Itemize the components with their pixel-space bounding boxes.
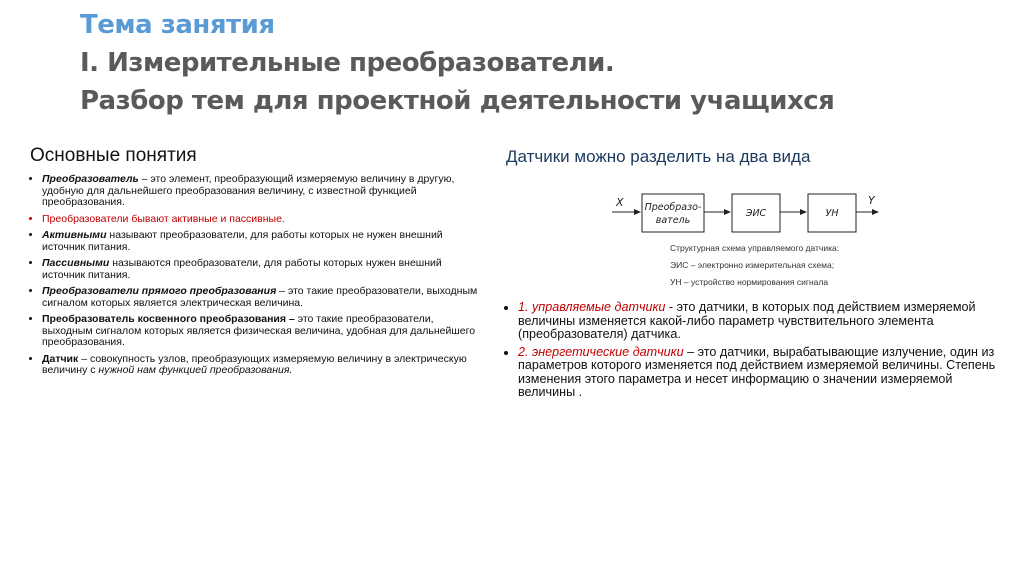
title-line-1: Тема занятия [80,10,275,40]
term: Датчик [42,352,79,365]
definition-tail: нужной нам функцией преобразования. [98,364,293,376]
sensor-types-list [506,301,1006,400]
term: Преобразователь косвенного преобразования – [42,313,295,325]
list-item [42,258,485,281]
slide-title [80,6,980,120]
term: Преобразователь [42,173,139,185]
block-converter-label-2: ватель [655,215,691,226]
list-item [42,230,485,253]
right-heading: Датчики можно разделить на два вида [506,147,811,166]
definition: Преобразователи бывают активные и пассивные. [42,212,285,225]
term: Преобразователи прямого преобразования [42,285,277,297]
list-item [42,286,485,309]
caption-line-1: Структурная схема управляемого датчика: [670,243,840,253]
diagram-caption [506,240,1006,291]
definition: это такие преобразователи, выходным сигналом которых является физическая величина, удобная для дальнейшего преобразования. [42,313,476,348]
list-item [42,214,485,226]
sensor-block-diagram [602,182,892,238]
list-item [42,174,485,209]
caption-line-2: ЭИС – электронно измерительная схема; [670,260,835,270]
input-label: X [616,196,624,209]
definition: – совокупность узлов, преобразующих измеряемую величину в электрическую величину с [42,352,467,376]
list-item [42,314,485,349]
caption-line-3: УН – устройство нормирования сигнала [670,277,829,287]
term: 2. энергетические датчики [518,344,684,359]
title-line-2: I. Измерительные преобразователи. [80,48,615,78]
definition: – это датчики, вырабатывающие излучение, один из параметров которого изменяется под действием измеряемой величины. Степень изменения этого параметра и несет информацию о значении измеряемой величины . [518,344,996,399]
term: 1. управляемые датчики [518,300,666,314]
definition: называют преобразователи, для работы которых не нужен внешний источник питания. [42,229,443,253]
definition: – это элемент, преобразующий измеряемую величину в другую, удобную для дальнейшего преобразования величину, с известной функцией преобразования. [42,173,455,208]
left-column [30,144,485,382]
right-column [506,146,1006,404]
block-un-label: УН [825,208,839,219]
list-item [518,301,1006,342]
term: Активными [42,229,107,241]
list-item [518,346,1006,400]
list-item [42,354,485,377]
definition: - это датчики, в которых под действием измеряемой величины изменяется какой-либо параметр чувствительного элемента (преобразователя) датчика. [518,300,976,341]
title-line-3: Разбор тем для проектной деятельности учащихся [80,86,835,116]
term: Пассивными [42,257,110,269]
output-label: Y [868,194,875,207]
definitions-list [30,174,485,377]
definition: – это такие преобразователи, выходным сигналом которых является электрическая величина. [42,285,478,309]
block-converter-label-1: Преобразо- [644,202,702,213]
block-eis-label: ЭИС [745,208,767,219]
definition: называются преобразователи, для работы которых нужен внешний источник питания. [42,257,442,281]
block-converter [642,194,704,232]
left-heading: Основные понятия [30,145,197,166]
